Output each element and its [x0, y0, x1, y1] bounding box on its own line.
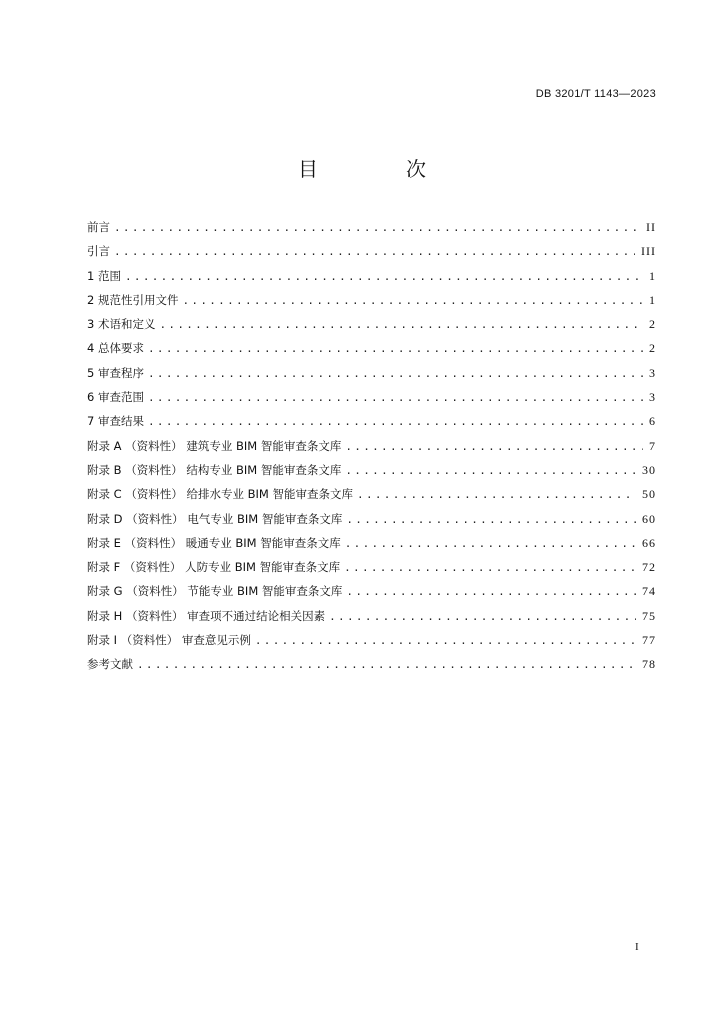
toc-entry-label: 附录 H （资料性） 审查项不通过结论相关因素: [87, 608, 326, 623]
toc-entry-review-results[interactable]: [87, 413, 656, 437]
toc-entry-page: 75: [642, 608, 656, 623]
toc-entry-label: 附录 D （资料性） 电气专业 BIM 智能审查条文库: [87, 511, 343, 526]
toc-entry-page: 66: [642, 535, 656, 550]
toc-entry-page: 78: [642, 657, 656, 672]
toc-entry-page: 30: [642, 462, 656, 477]
toc-entry-page: 50: [642, 487, 656, 502]
toc-entry-page: 2: [649, 317, 656, 332]
toc-dot-leader: [125, 270, 643, 283]
toc-entry-page: 7: [649, 438, 656, 453]
toc-dot-leader: [255, 634, 636, 647]
toc-entry-page: 1: [649, 292, 656, 307]
toc-entry-page: 72: [642, 560, 656, 575]
toc-entry-normative-references[interactable]: [87, 292, 656, 316]
toc-entry-review-scope[interactable]: [87, 389, 656, 413]
toc-entry-label: 6 审查范围: [87, 390, 144, 405]
toc-entry-page: 60: [642, 511, 656, 526]
page-number: I: [635, 941, 639, 953]
toc-title: 目 次: [298, 157, 460, 181]
toc-entry-general-requirements[interactable]: [87, 340, 656, 364]
toc-dot-leader: [346, 585, 636, 598]
toc-entry-page: 6: [649, 414, 656, 429]
toc-dot-leader: [137, 658, 636, 671]
toc-entry-label: 附录 G （资料性） 节能专业 BIM 智能审查条文库: [87, 584, 343, 599]
toc-entry-review-procedure[interactable]: [87, 365, 656, 389]
toc-dot-leader: [345, 440, 643, 453]
toc-entry-page: 1: [649, 268, 656, 283]
toc-entry-page: II: [646, 220, 656, 234]
toc-entry-label: 1 范围: [87, 268, 121, 283]
toc-entry-label: 附录 C （资料性） 给排水专业 BIM 智能审查条文库: [87, 487, 354, 502]
table-of-contents: [87, 219, 656, 681]
toc-dot-leader: [148, 367, 643, 380]
toc-dot-leader: [148, 391, 643, 404]
toc-dot-leader: [148, 415, 643, 428]
toc-entry-label: 3 术语和定义: [87, 317, 156, 332]
toc-entry-page: 3: [649, 365, 656, 380]
toc-dot-leader: [148, 342, 643, 355]
toc-dot-leader: [345, 537, 636, 550]
toc-entry-label: 7 审查结果: [87, 414, 144, 429]
toc-dot-leader: [114, 221, 640, 234]
toc-entry-label: 附录 I （资料性） 审查意见示例: [87, 633, 251, 648]
toc-dot-leader: [114, 245, 635, 258]
toc-entry-scope[interactable]: [87, 268, 656, 292]
toc-entry-label: 附录 B （资料性） 结构专业 BIM 智能审查条文库: [87, 462, 342, 477]
toc-dot-leader: [346, 513, 636, 526]
toc-entry-label: 引言: [87, 244, 110, 259]
toc-entry-page: 2: [649, 341, 656, 356]
toc-entry-page: 3: [649, 390, 656, 405]
toc-entry-label: 附录 E （资料性） 暖通专业 BIM 智能审查条文库: [87, 535, 341, 550]
toc-entry-appendix-c[interactable]: [87, 486, 656, 510]
toc-entry-label: 附录 A （资料性） 建筑专业 BIM 智能审查条文库: [87, 438, 342, 453]
toc-entry-appendix-i[interactable]: [87, 632, 656, 656]
toc-dot-leader: [329, 610, 636, 623]
toc-entry-appendix-f[interactable]: [87, 559, 656, 583]
toc-entry-appendix-g[interactable]: [87, 583, 656, 607]
toc-entry-foreword[interactable]: [87, 219, 656, 243]
toc-entry-introduction[interactable]: [87, 243, 656, 267]
document-code: DB 3201/T 1143—2023: [535, 88, 656, 100]
toc-entry-label: 2 规范性引用文件: [87, 292, 179, 307]
toc-entry-appendix-h[interactable]: [87, 608, 656, 632]
toc-dot-leader: [182, 294, 643, 307]
toc-entry-label: 前言: [87, 220, 110, 234]
toc-entry-appendix-e[interactable]: [87, 535, 656, 559]
toc-entry-page: III: [641, 244, 656, 259]
toc-entry-label: 参考文献: [87, 657, 133, 672]
toc-entry-label: 附录 F （资料性） 人防专业 BIM 智能审查条文库: [87, 560, 341, 575]
toc-entry-appendix-d[interactable]: [87, 511, 656, 535]
toc-dot-leader: [344, 561, 636, 574]
toc-entry-page: 77: [642, 633, 656, 648]
toc-dot-leader: [357, 488, 636, 501]
toc-dot-leader: [345, 464, 636, 477]
toc-entry-appendix-b[interactable]: [87, 462, 656, 486]
toc-entry-label: 4 总体要求: [87, 341, 144, 356]
toc-entry-label: 5 审查程序: [87, 365, 144, 380]
toc-entry-bibliography[interactable]: [87, 656, 656, 680]
toc-dot-leader: [159, 318, 643, 331]
toc-entry-page: 74: [642, 584, 656, 599]
toc-entry-terms-definitions[interactable]: [87, 316, 656, 340]
toc-entry-appendix-a[interactable]: [87, 438, 656, 462]
